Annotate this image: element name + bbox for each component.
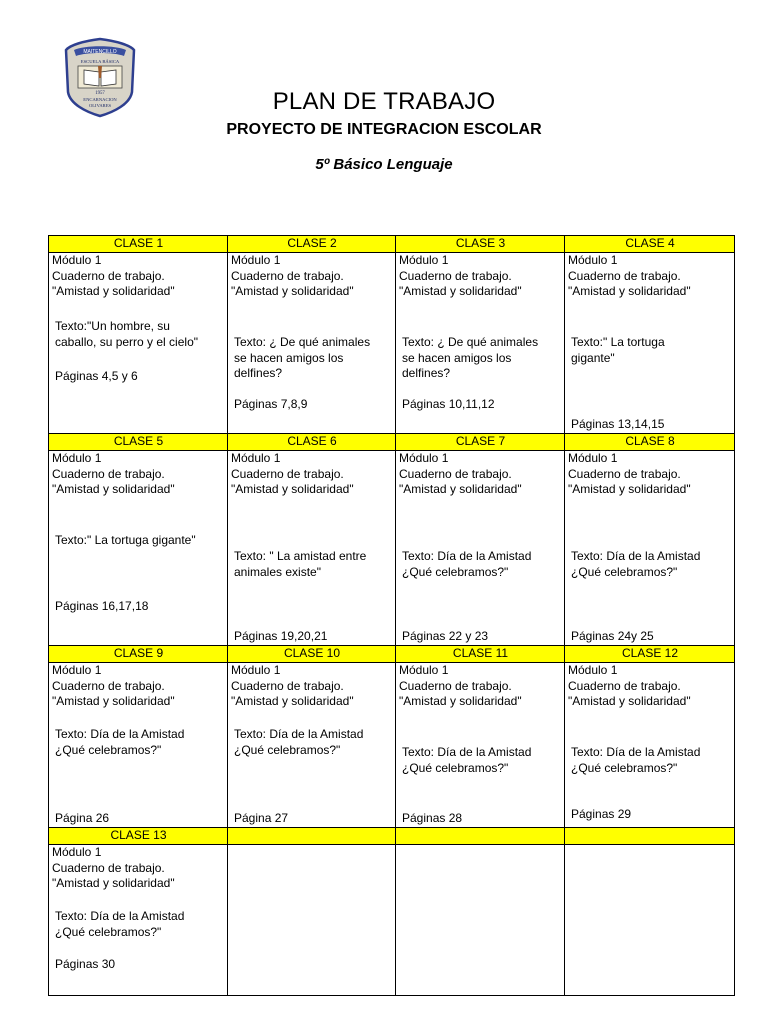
pages-label: Páginas 13,14,15 — [571, 417, 665, 431]
workbook-label: Cuaderno de trabajo. — [52, 268, 165, 283]
module-label: Módulo 1 — [568, 451, 618, 465]
module-label: Módulo 1 — [399, 451, 449, 465]
class-cell — [228, 663, 396, 828]
unit-label: "Amistad y solidaridad" — [568, 284, 691, 298]
reading-text: delfines? — [234, 366, 283, 380]
table-row — [49, 253, 735, 434]
reading-text: Texto:" La tortuga gigante" — [55, 533, 196, 547]
reading-text: ¿Qué celebramos?" — [571, 760, 678, 775]
class-header: CLASE 3 — [396, 236, 565, 253]
class-header: CLASE 12 — [565, 646, 735, 663]
reading-text: Texto: " La amistad entre — [234, 549, 367, 563]
unit-label: "Amistad y solidaridad" — [52, 694, 175, 708]
workbook-label: Cuaderno de trabajo. — [52, 860, 165, 875]
pages-label: Páginas 7,8,9 — [234, 397, 308, 411]
class-cell — [49, 845, 228, 996]
class-cell — [396, 663, 565, 828]
module-label: Módulo 1 — [231, 253, 281, 267]
class-cell — [565, 253, 735, 434]
class-cell — [49, 663, 228, 828]
pages-label: Páginas 24y 25 — [571, 629, 654, 643]
reading-text: Texto:"Un hombre, su — [55, 319, 170, 333]
class-cell — [565, 663, 735, 828]
unit-label: "Amistad y solidaridad" — [568, 694, 691, 708]
unit-label: "Amistad y solidaridad" — [399, 694, 522, 708]
reading-text: gigante" — [571, 350, 615, 365]
module-label: Módulo 1 — [399, 253, 449, 267]
class-cell — [49, 451, 228, 646]
class-cell — [228, 451, 396, 646]
reading-text: ¿Qué celebramos?" — [402, 564, 509, 579]
logo-school-line3: OLIVARES — [88, 103, 112, 108]
pages-label: Páginas 10,11,12 — [402, 397, 495, 411]
logo-arch-text: MAITENCILLO — [83, 49, 117, 55]
module-label: Módulo 1 — [52, 845, 102, 859]
workbook-label: Cuaderno de trabajo. — [568, 678, 681, 693]
course-label: 5º Básico Lenguaje — [315, 156, 453, 173]
reading-text: ¿Qué celebramos?" — [234, 742, 341, 757]
class-cell — [396, 253, 565, 434]
work-plan-table — [48, 235, 735, 996]
workbook-label: Cuaderno de trabajo. — [231, 466, 344, 481]
class-header: CLASE 7 — [396, 434, 565, 451]
class-header: CLASE 4 — [565, 236, 735, 253]
reading-text: caballo, su perro y el cielo" — [55, 334, 198, 349]
table-header-row — [49, 236, 735, 253]
class-header-empty — [396, 828, 565, 845]
reading-text: ¿Qué celebramos?" — [402, 760, 509, 775]
workbook-label: Cuaderno de trabajo. — [52, 466, 165, 481]
workbook-label: Cuaderno de trabajo. — [568, 466, 681, 481]
unit-label: "Amistad y solidaridad" — [52, 876, 175, 890]
class-header-empty — [228, 828, 396, 845]
table-header-row — [49, 828, 735, 845]
pages-label: Páginas 4,5 y 6 — [55, 369, 138, 383]
reading-text: animales existe" — [234, 564, 321, 579]
reading-text: ¿Qué celebramos?" — [571, 564, 678, 579]
workbook-label: Cuaderno de trabajo. — [399, 466, 512, 481]
unit-label: "Amistad y solidaridad" — [52, 482, 175, 496]
class-cell-empty — [396, 845, 565, 996]
workbook-label: Cuaderno de trabajo. — [231, 678, 344, 693]
class-cell — [228, 253, 396, 434]
reading-text: ¿Qué celebramos?" — [55, 742, 162, 757]
module-label: Módulo 1 — [568, 253, 618, 267]
unit-label: "Amistad y solidaridad" — [52, 284, 175, 298]
class-header: CLASE 13 — [49, 828, 228, 845]
unit-label: "Amistad y solidaridad" — [568, 482, 691, 496]
unit-label: "Amistad y solidaridad" — [399, 284, 522, 298]
class-header: CLASE 1 — [49, 236, 228, 253]
reading-text: se hacen amigos los — [402, 350, 512, 365]
table-header-row — [49, 646, 735, 663]
table-row — [49, 451, 735, 646]
class-cell — [565, 451, 735, 646]
class-header-empty — [565, 828, 735, 845]
class-header: CLASE 6 — [228, 434, 396, 451]
table-header-row — [49, 434, 735, 451]
reading-text: Texto: Día de la Amistad — [55, 727, 185, 741]
class-cell — [49, 253, 228, 434]
unit-label: "Amistad y solidaridad" — [399, 482, 522, 496]
pages-label: Página 27 — [234, 811, 289, 825]
reading-text: Texto: Día de la Amistad — [571, 549, 701, 563]
reading-text: Texto: ¿ De qué animales — [234, 335, 371, 349]
workbook-label: Cuaderno de trabajo. — [231, 268, 344, 283]
module-label: Módulo 1 — [52, 451, 102, 465]
unit-label: "Amistad y solidaridad" — [231, 694, 354, 708]
class-header: CLASE 9 — [49, 646, 228, 663]
reading-text: Texto: Día de la Amistad — [402, 549, 532, 563]
pages-label: Páginas 16,17,18 — [55, 599, 149, 613]
table-row — [49, 663, 735, 828]
workbook-label: Cuaderno de trabajo. — [399, 268, 512, 283]
reading-text: Texto: Día de la Amistad — [402, 745, 532, 759]
pages-label: Páginas 30 — [55, 957, 116, 971]
pages-label: Páginas 22 y 23 — [402, 629, 489, 643]
class-header: CLASE 8 — [565, 434, 735, 451]
class-cell-empty — [228, 845, 396, 996]
reading-text: Texto: Día de la Amistad — [571, 745, 701, 759]
class-header: CLASE 5 — [49, 434, 228, 451]
class-header: CLASE 10 — [228, 646, 396, 663]
class-cell — [396, 451, 565, 646]
module-label: Módulo 1 — [231, 451, 281, 465]
pages-label: Páginas 29 — [571, 807, 632, 821]
logo-school-line2: ENCARNACION — [83, 97, 117, 102]
workbook-label: Cuaderno de trabajo. — [568, 268, 681, 283]
module-label: Módulo 1 — [52, 663, 102, 677]
reading-text: se hacen amigos los — [234, 350, 344, 365]
module-label: Módulo 1 — [399, 663, 449, 677]
reading-text: Texto: ¿ De qué animales — [402, 335, 539, 349]
reading-text: Texto: Día de la Amistad — [55, 909, 185, 923]
workbook-label: Cuaderno de trabajo. — [399, 678, 512, 693]
table-row — [49, 845, 735, 996]
pages-label: Páginas 19,20,21 — [234, 629, 328, 643]
module-label: Módulo 1 — [231, 663, 281, 677]
module-label: Módulo 1 — [52, 253, 102, 267]
reading-text: ¿Qué celebramos?" — [55, 924, 162, 939]
reading-text: Texto: Día de la Amistad — [234, 727, 364, 741]
pages-label: Páginas 28 — [402, 811, 463, 825]
reading-text: delfines? — [402, 366, 451, 380]
page-title: PLAN DE TRABAJO — [272, 88, 496, 115]
class-cell-empty — [565, 845, 735, 996]
unit-label: "Amistad y solidaridad" — [231, 284, 354, 298]
logo-year: 1957 — [95, 91, 105, 96]
class-header: CLASE 11 — [396, 646, 565, 663]
pages-label: Página 26 — [55, 811, 110, 825]
page-subtitle: PROYECTO DE INTEGRACION ESCOLAR — [226, 121, 542, 138]
class-header: CLASE 2 — [228, 236, 396, 253]
unit-label: "Amistad y solidaridad" — [231, 482, 354, 496]
module-label: Módulo 1 — [568, 663, 618, 677]
workbook-label: Cuaderno de trabajo. — [52, 678, 165, 693]
reading-text: Texto:" La tortuga — [571, 335, 665, 349]
logo-school-line1: ESCUELA BÁSICA — [80, 59, 120, 64]
